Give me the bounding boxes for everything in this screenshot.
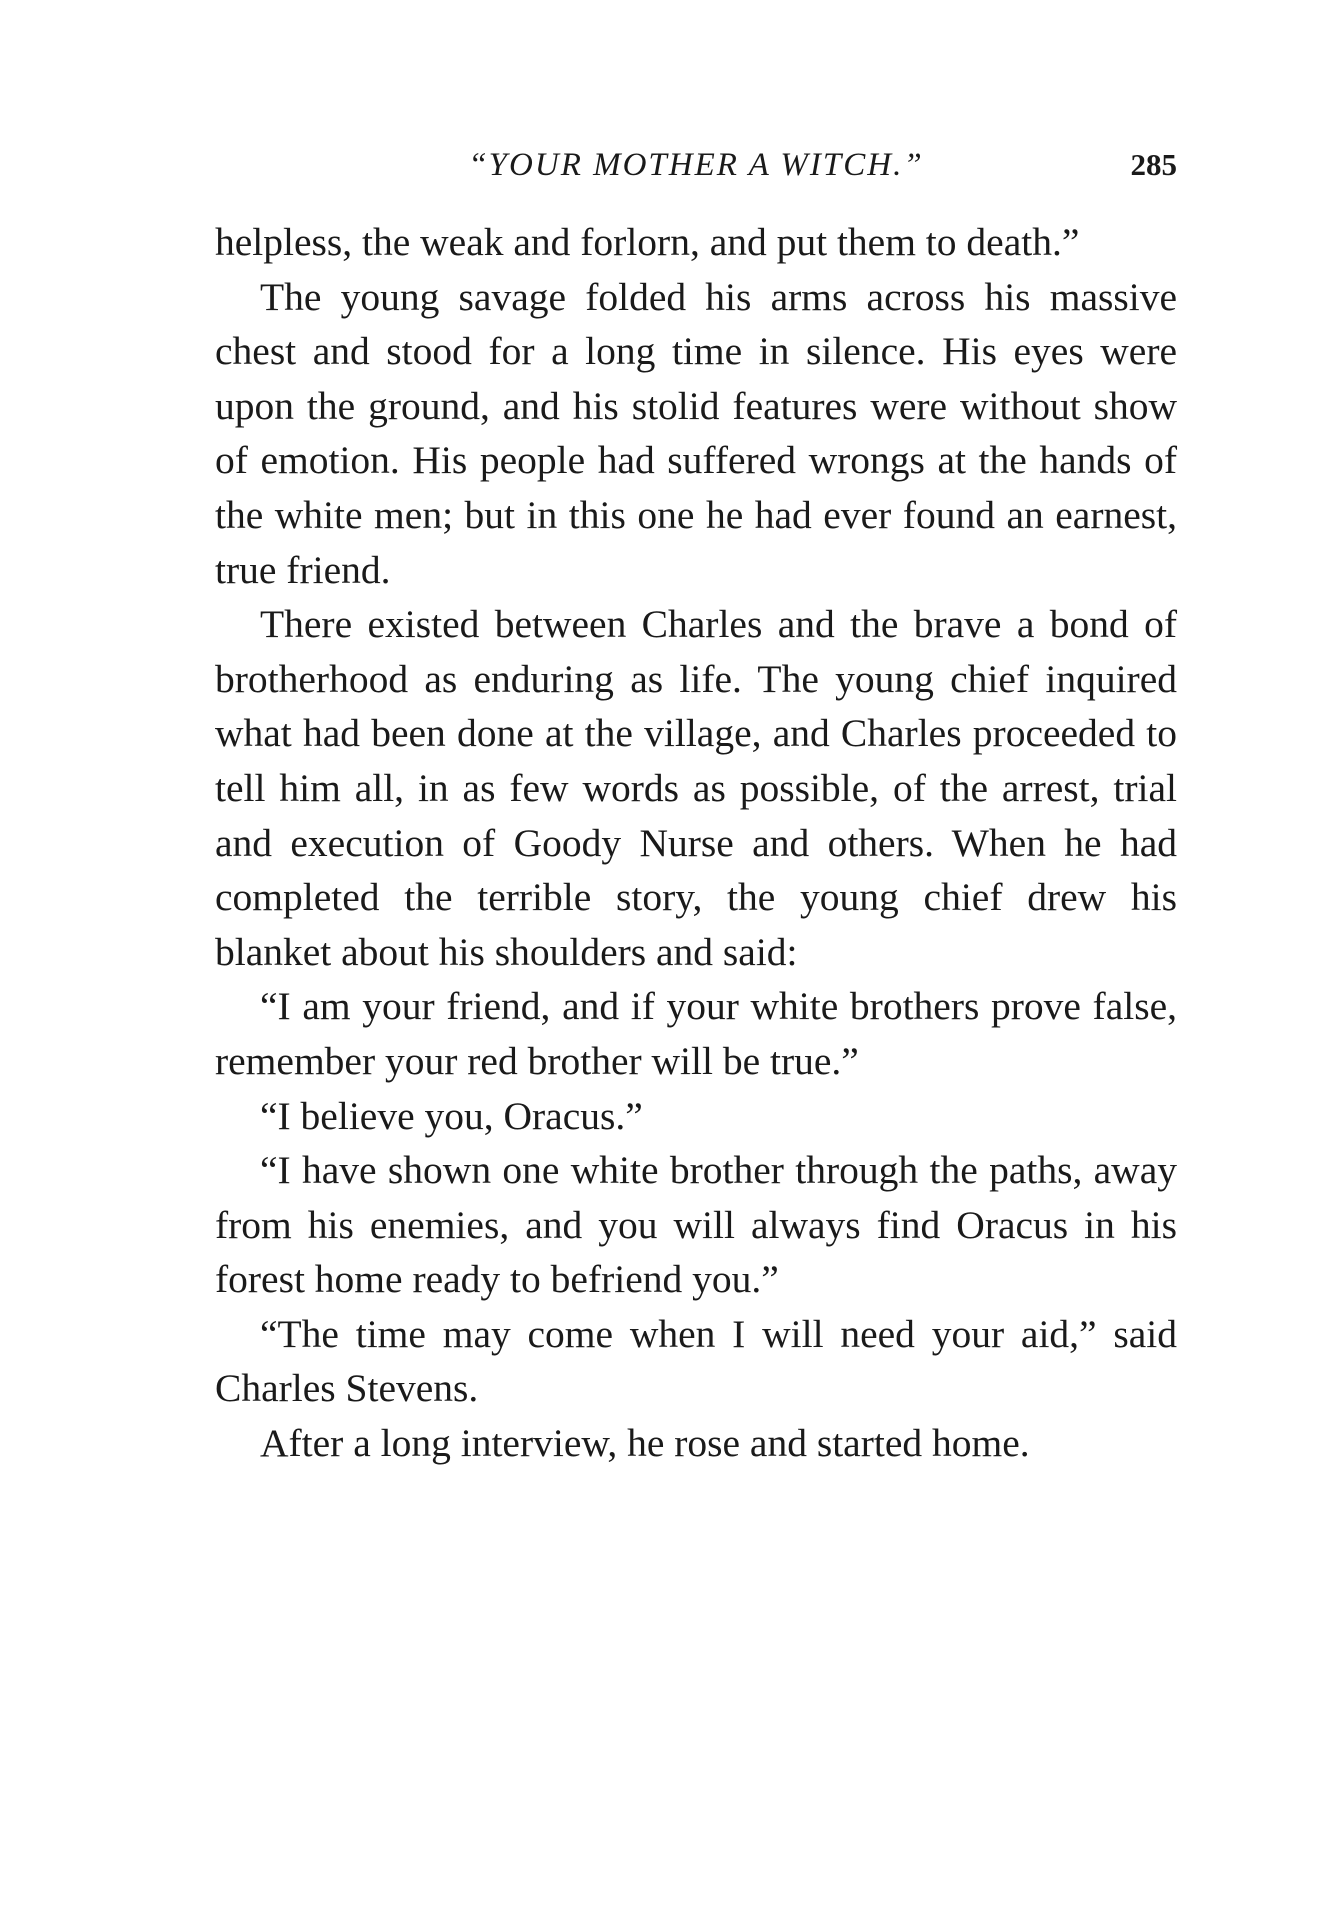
running-head [215,140,1177,190]
paragraph: There existed between Charles and the brave a bond of brotherhood as enduring as life. The young chief inquired what had been done at the village, and Charles proceeded to tell him all, in as few words as possible, of the arrest, trial and execution of Goody Nurse and others. When he had completed the terrible story, the young chief drew his blanket about his shoulders and said: [215,602,1177,974]
paragraph: After a long interview, he rose and started home. [260,1421,1030,1466]
body-text [215,215,1177,1471]
running-title: “YOUR MOTHER A WITCH.” [468,147,924,183]
paragraph: “The time may come when I will need your aid,” said Charles Stevens. [215,1311,1177,1411]
paragraph: The young savage folded his arms across his massive chest and stood for a long time in silence. His eyes were upon the ground, and his stolid features were without show of emotion. His people had suffered wrongs at the hands of the white men; but in this one he had ever found an earnest, true friend. [215,274,1177,592]
paragraph: “I am your friend, and if your white brothers prove false, remember your red brother will be true.” [215,984,1177,1083]
paragraph: “I believe you, Oracus.” [260,1093,643,1138]
paragraph-continued: helpless, the weak and forlorn, and put them to death.” [215,220,1080,264]
paragraph: “I have shown one white brother through the paths, away from his enemies, and you will always find Oracus in his forest home ready to befriend you.” [215,1148,1177,1302]
page-number: 285 [1130,147,1177,182]
